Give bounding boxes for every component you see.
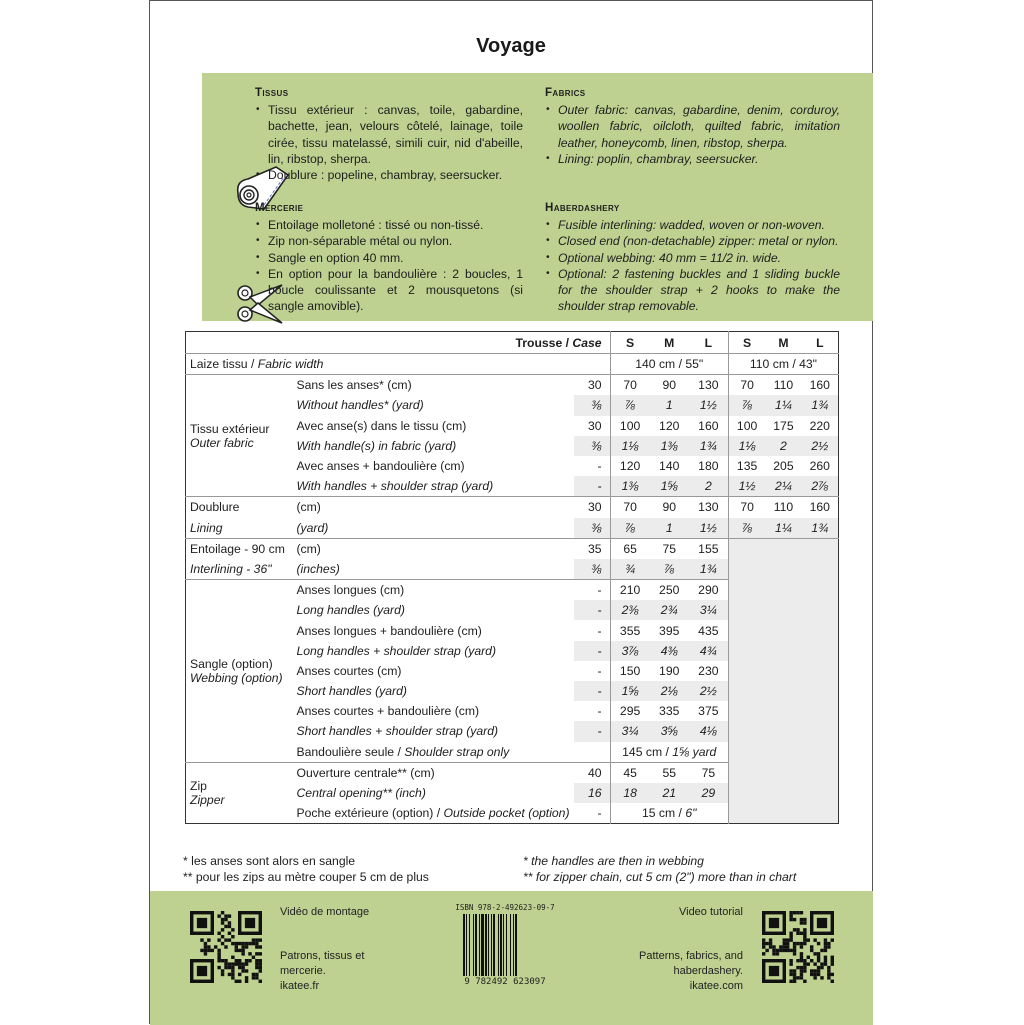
list-item: • Entoilage molletoné : tissé ou non-tissé. [268,217,523,233]
list-item: • Tissu extérieur : canvas, toile, gabardine, bachette, jean, velours côtelé, lainage, toile cirée, tissu matelassé, simili cuir, nid d'abeille, lin, ribstop, sherpa. [268,102,523,167]
size-value: 70 [610,497,650,518]
size-value: 160 [802,497,839,518]
row-label: Long handles + shoulder strap (yard) [296,643,497,658]
size-value: 220 [809,418,830,433]
size-value: 2¾ [650,600,689,620]
footer-text: Patterns, fabrics, and [639,950,743,962]
size-value: 90 [650,375,689,396]
size-value: 70 [728,497,765,518]
size-value: 230 [698,663,719,678]
yardage-table [185,331,839,824]
size-value: 4⅜ [650,641,689,661]
section-heading: Mercerie [255,202,304,214]
page-title: Voyage [476,35,546,57]
size-value: 100 [728,416,765,436]
size-value: 2⅛ [650,681,689,701]
size-value: 435 [698,623,719,638]
case-header: Trousse / Case [186,332,611,354]
size-value: 18 [610,783,650,803]
size-value: 395 [659,623,680,638]
case-value: - [574,600,611,620]
size-value: 75 [689,762,729,783]
size-value: 1 [650,395,689,415]
case-value: 30 [574,375,611,396]
case-value: ⅜ [574,436,611,456]
website-link-en[interactable]: ikatee.com [689,980,743,992]
fabrics-fr-section [255,85,523,183]
group-label: Doublure [186,497,293,518]
row-label: Avec anses + bandoulière (cm) [296,459,465,474]
size-value: 150 [610,661,650,681]
size-value: 140 [659,459,680,474]
row-label: Avec anse(s) dans le tissu (cm) [296,418,467,433]
case-value: - [597,623,602,638]
empty-cell-block [728,538,838,824]
video-tutorial-fr-label: Vidéo de montage [280,906,370,918]
size-value: 1½ [689,395,729,415]
fabric-width-140: 140 cm / 55" [610,354,728,375]
size-header: S [728,332,765,354]
size-value: 2½ [802,436,839,456]
size-value: 250 [650,580,689,601]
notions-en-section [545,200,840,314]
size-value: 2¼ [765,476,801,497]
size-header: M [650,332,689,354]
row-label: (cm) [293,497,574,518]
size-value: 1¾ [689,559,729,580]
footer-text: mercerie. [280,965,326,977]
size-value: 2⅜ [610,600,650,620]
size-header: S [610,332,650,354]
barcode-number: 9 782492 623097 [464,977,546,987]
size-value: 160 [802,375,839,396]
footnote: ** for zipper chain, cut 5 cm (2") more than in chart [523,870,797,884]
size-value: 190 [659,663,680,678]
row-label: Anses courtes + bandoulière (cm) [296,704,480,719]
qr-code-fr[interactable] [190,911,262,983]
fabric-width-110: 110 cm / 43" [728,354,838,375]
size-value: 65 [610,538,650,559]
size-value: 2 [689,476,729,497]
section-heading: Tissus [255,87,289,99]
table-row [186,497,839,518]
size-value: 1⅜ [650,436,689,456]
size-value: 335 [659,704,680,719]
notions-fr-section [255,200,523,314]
row-label: Short handles + shoulder strap (yard) [296,724,499,739]
group-label: Tissu extérieur Outer fabric [186,375,293,497]
row-label: Central opening** (inch) [296,786,426,801]
size-value: 295 [610,701,650,721]
group-label: Lining [190,520,223,535]
size-value: 55 [650,762,689,783]
row-label: (inches) [296,561,340,576]
list-item: • Sangle en option 40 mm. [268,250,523,266]
row-label: With handle(s) in fabric (yard) [296,438,457,453]
table-header-row [186,332,839,354]
table-row [186,538,839,559]
size-value: 3⅞ [610,641,650,661]
size-value: 1⅛ [728,436,765,456]
size-value: 130 [689,375,729,396]
size-header: M [765,332,801,354]
strap-only-value: 145 cm / 1⅝ yard [610,742,728,763]
size-value: 1¾ [689,436,729,456]
size-value: ⅞ [610,518,650,539]
size-value: 1¾ [802,395,839,415]
list-item: • Closed end (non-detachable) zipper: metal or nylon. [558,233,840,249]
list-item: • Fusible interlining: wadded, woven or non-woven. [558,217,840,233]
size-value: 205 [773,459,794,474]
footer-text: Patrons, tissus et [280,950,365,962]
row-label: Anses longues + bandoulière (cm) [296,623,482,638]
case-value: ⅜ [574,395,611,415]
case-value: - [574,641,611,661]
pocket-value: 15 cm / 6" [610,803,728,824]
list-item: • Lining: poplin, chambray, seersucker. [558,151,840,167]
size-value: 45 [610,762,650,783]
size-value: 120 [659,418,680,433]
size-value: 210 [610,580,650,601]
size-value: 260 [809,459,830,474]
size-value: 1⅝ [610,681,650,701]
size-value: 290 [689,580,729,601]
row-label: Anses longues (cm) [293,580,574,601]
table-row [186,518,839,539]
list-item: • Zip non-séparable métal ou nylon. [268,233,523,249]
size-value: 110 [765,375,801,396]
size-header: L [802,332,839,354]
size-value: 1¼ [765,395,801,415]
row-label: (cm) [293,538,574,559]
size-value: 70 [728,375,765,396]
size-value: 29 [689,783,729,803]
case-value: - [597,663,602,678]
case-value: 16 [574,783,611,803]
size-value: 1½ [689,518,729,539]
row-label: Bandoulière seule / Shoulder strap only [296,744,510,759]
size-value: 120 [610,456,650,476]
size-value: 3¼ [689,600,729,620]
row-label: Ouverture centrale** (cm) [293,762,574,783]
size-value: 180 [698,459,719,474]
size-value: 110 [765,497,801,518]
group-label: Entoilage - 90 cm [186,538,293,559]
row-label: Long handles (yard) [296,603,405,618]
size-value: 1⅜ [610,476,650,497]
isbn-barcode [450,903,560,995]
size-value: 135 [728,456,765,476]
size-value: 2 [765,436,801,456]
group-label: Interlining - 36" [190,561,272,576]
group-label: Zip Zipper [186,762,293,824]
table-row [186,375,839,396]
website-link-fr[interactable]: ikatee.fr [280,980,320,992]
list-item: • Optional webbing: 40 mm = 11/2 in. wide. [558,250,840,266]
case-value: - [597,704,602,719]
case-value: - [597,806,602,821]
video-tutorial-en-label: Video tutorial [678,906,743,918]
size-value: 1¾ [802,518,839,539]
size-value: 3¼ [610,721,650,741]
row-label: Short handles (yard) [296,684,407,699]
row-label: With handles + shoulder strap (yard) [296,479,494,494]
size-value: 1⅛ [610,436,650,456]
size-value: 70 [610,375,650,396]
case-value: 35 [574,538,611,559]
size-value: ⅞ [610,395,650,415]
size-value: 1½ [728,476,765,497]
size-value: 155 [689,538,729,559]
size-value: 75 [650,538,689,559]
footnotes-fr [183,853,429,885]
footer-panel [150,891,873,1025]
size-value: 4¾ [689,641,729,661]
list-item: • Optional: 2 fastening buckles and 1 sliding buckle for the shoulder strap + 2 hooks to make the shoulder strap removable. [558,266,840,315]
size-value: ⅞ [728,518,765,539]
size-value: 100 [610,416,650,436]
size-value: 2⅞ [802,476,839,497]
isbn-text: ISBN 978-2-492623-09-7 [455,903,555,912]
case-value: 30 [587,418,602,433]
section-heading: Haberdashery [545,202,620,214]
case-value: - [574,681,611,701]
size-value: 2½ [689,681,729,701]
size-value: ⅞ [728,395,765,415]
footer-text: haberdashery. [673,965,743,977]
size-header: L [689,332,729,354]
size-value: 21 [650,783,689,803]
size-value: 3⅝ [650,721,689,741]
footnote: * les anses sont alors en sangle [183,854,356,868]
size-value: 375 [698,704,719,719]
fabric-width-label: Laize tissu / Fabric width [190,357,324,372]
fabric-width-row [186,354,839,375]
list-item: • Doublure : popeline, chambray, seersucker. [268,167,523,183]
case-value: 40 [574,762,611,783]
case-value: ⅜ [574,559,611,580]
section-heading: Fabrics [545,87,586,99]
size-value: 1⅝ [650,476,689,497]
case-value: - [597,459,602,474]
size-value: 4⅛ [689,721,729,741]
footnote: ** pour les zips au mètre couper 5 cm de plus [183,870,429,884]
row-label: Without handles* (yard) [296,398,424,413]
barcode-bars [463,914,547,976]
size-value: 90 [650,497,689,518]
row-label: Sans les anses* (cm) [293,375,574,396]
case-value: ⅜ [574,518,611,539]
pattern-back-page [149,0,873,1024]
case-value: - [574,476,611,497]
footer-right-info [639,949,743,994]
size-value: 160 [698,418,719,433]
row-label: (yard) [296,520,329,535]
case-value: - [574,721,611,741]
row-label: Poche extérieure (option) / Outside pocket (option) [296,806,570,821]
footer-left-info [280,949,364,994]
size-value: 1¼ [765,518,801,539]
row-label: Anses courtes (cm) [296,663,402,678]
materials-panel [202,73,873,321]
list-item: • En option pour la bandoulière : 2 boucles, 1 boucle coulissante et 2 mousquetons (si sangle amovible). [268,266,523,315]
qr-code-en[interactable] [762,911,834,983]
size-value: ⅞ [650,559,689,580]
fabrics-en-section [545,85,840,167]
footnote: * the handles are then in webbing [523,854,704,868]
group-label: Sangle (option) Webbing (option) [186,580,293,763]
size-value: 355 [610,620,650,640]
size-value: 175 [773,418,794,433]
list-item: • Outer fabric: canvas, gabardine, denim, corduroy, woollen fabric, oilcloth, quilted fabric, imitation leather, honeycomb, linen, ribstop, sherpa. [558,102,840,151]
case-value: 30 [574,497,611,518]
size-value: 130 [689,497,729,518]
case-value: - [574,580,611,601]
footnotes-en [523,853,796,885]
size-value: 1 [650,518,689,539]
size-value: ¾ [610,559,650,580]
